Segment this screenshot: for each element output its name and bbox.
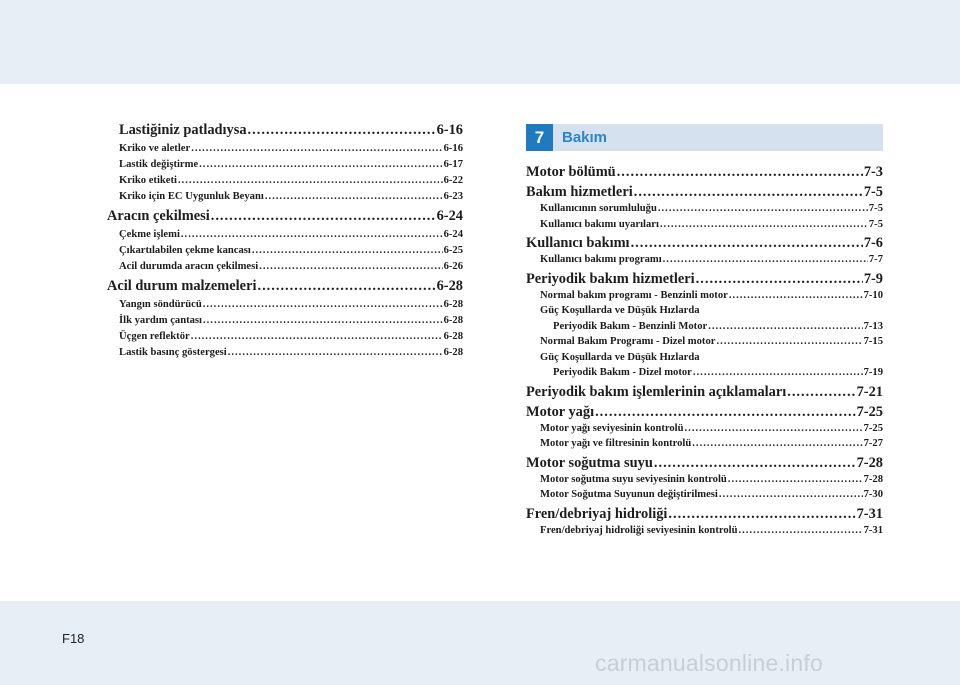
toc-dot-leader [228, 345, 443, 361]
toc-dot-leader [257, 275, 435, 297]
toc-entry-title: Üçgen reflektör [119, 331, 190, 342]
toc-entry-title: Lastik basınç göstergesi [119, 347, 227, 358]
toc-subsection-entry[interactable] [107, 173, 463, 189]
toc-dot-leader [716, 334, 862, 350]
toc-entry-page: 7-28 [856, 454, 883, 471]
toc-subsection-entry[interactable] [526, 319, 883, 335]
toc-subsection-entry[interactable] [107, 345, 463, 361]
toc-entry-title: Bakım hizmetleri [526, 184, 633, 200]
toc-entry-title: Motor yağı seviyesinin kontrolü [540, 422, 684, 434]
toc-entry-page: 7-9 [863, 270, 883, 287]
toc-section-entry[interactable] [526, 232, 883, 252]
toc-dot-leader [211, 205, 436, 227]
toc-section-entry[interactable] [107, 205, 463, 227]
page-number: F18 [62, 631, 85, 646]
toc-section-entry[interactable] [107, 275, 463, 297]
toc-subsection-entry[interactable] [526, 365, 883, 381]
toc-entry-title: Lastik değiştirme [119, 159, 199, 170]
chapter-number-badge: 7 [526, 124, 553, 151]
toc-dot-leader [265, 189, 443, 205]
toc-entry-title: Kriko için EC Uygunluk Beyanı [119, 191, 264, 202]
toc-entry-title: Güç Koşullarda ve Düşük Hızlarda [540, 305, 700, 316]
top-band [0, 0, 960, 84]
toc-section-entry[interactable] [526, 381, 883, 401]
toc-entry-page: 7-5 [863, 184, 883, 200]
toc-dot-leader [787, 381, 855, 401]
toc-entry-title: Fren/debriyaj hidroliği seviyesinin kontrolü [540, 524, 738, 536]
toc-entry-page: 6-16 [436, 122, 463, 138]
toc-section-entry[interactable] [526, 268, 883, 288]
toc-subsection-entry[interactable] [107, 243, 463, 259]
toc-entry-title: Periyodik bakım işlemlerinin açıklamaları [526, 383, 787, 400]
toc-dot-leader [191, 141, 442, 157]
toc-dot-leader [719, 487, 863, 503]
toc-entry-title: Normal Bakım Programı - Dizel motor [540, 336, 716, 347]
toc-entry-page: 6-17 [443, 159, 463, 170]
toc-entry-title: Aracın çekilmesi [107, 208, 210, 224]
toc-subsection-entry[interactable] [107, 329, 463, 345]
toc-subsection-entry[interactable] [526, 217, 883, 233]
toc-right-entries [526, 161, 883, 538]
toc-entry-title: Acil durumda aracın çekilmesi [119, 261, 259, 272]
toc-entry-page: 7-25 [863, 422, 883, 434]
toc-dot-leader [708, 319, 862, 335]
toc-dot-leader [181, 227, 443, 243]
toc-entry-page: 6-23 [443, 191, 463, 202]
toc-entry-page: 7-13 [863, 320, 883, 332]
toc-entry-page: 7-31 [863, 524, 883, 536]
toc-dot-leader [738, 523, 862, 539]
toc-dot-leader [668, 503, 855, 523]
toc-subsection-entry[interactable] [526, 252, 883, 268]
toc-entry-page: 7-21 [856, 383, 883, 400]
toc-entry-page: 6-28 [443, 299, 463, 310]
toc-entry-page: 7-28 [863, 473, 883, 485]
toc-entry-title: Yangın söndürücü [119, 299, 202, 310]
toc-entry-title: Kullanıcı bakımı uyarıları [540, 218, 659, 230]
toc-entry-page: 7-27 [863, 438, 883, 449]
toc-entry-page: 7-15 [863, 336, 883, 347]
toc-dot-leader [203, 297, 443, 313]
toc-dot-leader [658, 201, 868, 217]
toc-entry-page: 6-28 [443, 315, 463, 326]
toc-entry-title: Kriko etiketi [119, 175, 177, 186]
toc-dot-leader [252, 243, 443, 259]
toc-subsection-entry[interactable] [107, 189, 463, 205]
toc-entry-page: 7-6 [863, 235, 883, 251]
toc-entry-title: Periyodik Bakım - Dizel motor [553, 367, 692, 378]
toc-entry-page: 6-28 [436, 278, 463, 294]
toc-dot-leader [663, 252, 868, 268]
toc-subsection-entry[interactable] [107, 141, 463, 157]
toc-entry-page: 6-16 [443, 143, 463, 154]
toc-entry-title: Periyodik bakım hizmetleri [526, 270, 695, 287]
toc-entry-title: Güç Koşullarda ve Düşük Hızlarda [540, 351, 700, 363]
toc-entry-title: Motor yağı [526, 403, 595, 420]
toc-entry-page: 7-31 [856, 505, 883, 522]
toc-subsection-entry[interactable] [107, 157, 463, 173]
toc-entry-page: 7-10 [863, 289, 883, 301]
toc-entry-title: Kriko ve aletler [119, 143, 191, 154]
toc-dot-leader [595, 401, 856, 421]
toc-entry-title: Acil durum malzemeleri [107, 278, 257, 294]
toc-entry-page: 6-28 [443, 347, 463, 358]
toc-entry-title: Motor soğutma suyu seviyesinin kontrolü [540, 473, 727, 485]
toc-subsection-entry[interactable] [107, 297, 463, 313]
toc-dot-leader [654, 452, 856, 472]
chapter-header [526, 124, 883, 151]
toc-entry-title: Motor soğutma suyu [526, 454, 653, 471]
toc-subsection-entry[interactable] [526, 523, 883, 539]
toc-subsection-entry[interactable] [107, 227, 463, 243]
toc-entry-title: Lastiğiniz patladıysa [119, 122, 247, 138]
toc-left-column [107, 119, 463, 361]
toc-section-entry[interactable] [526, 452, 883, 472]
toc-dot-leader [178, 173, 443, 189]
toc-subsection-entry[interactable] [526, 421, 883, 437]
toc-dot-leader [728, 472, 863, 488]
toc-entry-title: Motor bölümü [526, 164, 616, 180]
toc-entry-title: Kullanıcı bakımı [526, 235, 630, 251]
toc-entry-page: 7-7 [868, 254, 883, 265]
toc-entry-page: 6-24 [436, 208, 463, 224]
toc-entry-page: 6-26 [443, 261, 463, 272]
toc-entry-title: Kullanıcının sorumluluğu [540, 203, 657, 214]
toc-dot-leader [203, 313, 443, 329]
toc-entry-page: 7-30 [863, 489, 883, 500]
toc-dot-leader [660, 217, 868, 233]
toc-entry-title: Motor yağı ve filtresinin kontrolü [540, 438, 692, 449]
toc-subsection-entry[interactable] [107, 313, 463, 329]
toc-entry-title: Normal bakım programı - Benzinli motor [540, 289, 728, 301]
toc-subsection-entry[interactable] [526, 201, 883, 217]
watermark: carmanualsonline.info [595, 650, 823, 676]
toc-dot-leader [692, 436, 862, 452]
toc-section-entry[interactable] [526, 181, 883, 201]
toc-section-entry[interactable] [526, 161, 883, 181]
toc-dot-leader [729, 288, 863, 304]
toc-dot-leader [259, 259, 442, 275]
toc-section-entry[interactable] [526, 401, 883, 421]
toc-entry-title: Motor Soğutma Suyunun değiştirilmesi [540, 489, 718, 500]
toc-entry-page: 7-5 [868, 218, 883, 230]
toc-subsection-entry[interactable] [526, 487, 883, 503]
toc-subsection-entry[interactable] [107, 259, 463, 275]
toc-dot-leader [199, 157, 442, 173]
toc-dot-leader [617, 161, 863, 181]
toc-right-column [526, 124, 883, 538]
toc-entry-title: İlk yardım çantası [119, 315, 202, 326]
toc-dot-leader [696, 268, 863, 288]
toc-section-entry[interactable] [526, 503, 883, 523]
toc-entry-page: 7-3 [863, 164, 883, 180]
toc-subsection-entry[interactable] [526, 436, 883, 452]
toc-entry-title: Fren/debriyaj hidroliği [526, 505, 668, 522]
toc-dot-leader [634, 181, 863, 201]
chapter-title: Bakım [562, 129, 608, 146]
toc-dot-leader [248, 119, 436, 141]
toc-dot-leader [631, 232, 863, 252]
toc-entry-page: 6-22 [443, 175, 463, 186]
toc-entry-page: 7-19 [863, 367, 883, 378]
toc-entry-page: 7-25 [856, 403, 883, 420]
toc-entry-page: 7-5 [868, 203, 883, 214]
toc-section-entry[interactable] [107, 119, 463, 141]
toc-subsection-entry[interactable] [526, 288, 883, 304]
toc-entry-page: 6-24 [443, 229, 463, 240]
toc-subsection-entry[interactable] [526, 334, 883, 350]
toc-dot-leader [693, 365, 863, 381]
toc-entry-page: 6-28 [443, 331, 463, 342]
toc-entry-page: 6-25 [443, 245, 463, 256]
toc-entry-title: Kullanıcı bakımı programı [540, 254, 662, 265]
toc-dot-leader [191, 329, 443, 345]
toc-subsection-entry[interactable] [526, 472, 883, 488]
toc-subsection-entry[interactable] [526, 303, 883, 319]
toc-dot-leader [685, 421, 863, 437]
toc-entry-title: Çekme işlemi [119, 229, 180, 240]
toc-entry-title: Periyodik Bakım - Benzinli Motor [553, 320, 708, 332]
toc-subsection-entry[interactable] [526, 350, 883, 366]
toc-entry-title: Çıkartılabilen çekme kancası [119, 245, 251, 256]
